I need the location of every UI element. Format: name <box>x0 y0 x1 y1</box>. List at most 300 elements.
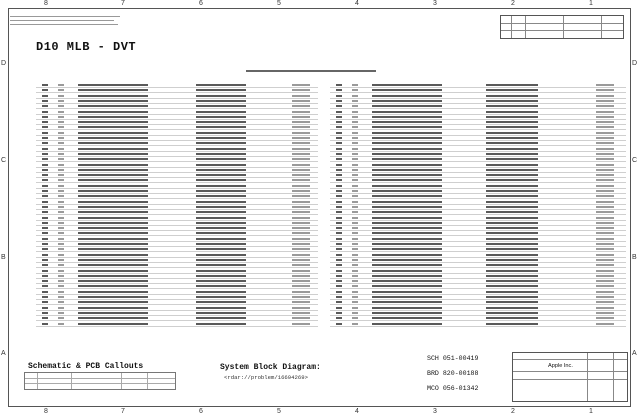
toc-cell-placeholder <box>596 153 614 155</box>
toc-cell-placeholder <box>292 89 310 91</box>
toc-cell-placeholder <box>196 195 246 197</box>
toc-cell-placeholder <box>58 179 64 181</box>
zone-bottom-3: 3 <box>433 408 437 415</box>
zone-bottom-2: 2 <box>511 408 515 415</box>
toc-cell-placeholder <box>596 164 614 166</box>
toc-cell-placeholder <box>292 190 310 192</box>
toc-cell-placeholder <box>336 259 342 261</box>
toc-cell-placeholder <box>486 132 538 134</box>
toc-cell-placeholder <box>336 195 342 197</box>
toc-cell-placeholder <box>352 126 358 128</box>
toc-cell-placeholder <box>336 264 342 266</box>
toc-cell-placeholder <box>42 206 48 208</box>
toc-cell-placeholder <box>596 301 614 303</box>
toc-cell-placeholder <box>596 232 614 234</box>
toc-cell-placeholder <box>78 174 148 176</box>
toc-cell-placeholder <box>78 116 148 118</box>
toc-cell-placeholder <box>336 105 342 107</box>
toc-right <box>330 80 626 342</box>
toc-cell-placeholder <box>336 126 342 128</box>
toc-cell-placeholder <box>78 211 148 213</box>
toc-cell-placeholder <box>372 89 442 91</box>
toc-cell-placeholder <box>42 317 48 319</box>
toc-cell-placeholder <box>78 164 148 166</box>
toc-cell-placeholder <box>42 126 48 128</box>
toc-cell-placeholder <box>78 254 148 256</box>
toc-cell-placeholder <box>336 211 342 213</box>
toc-cell-placeholder <box>58 121 64 123</box>
toc-cell-placeholder <box>336 89 342 91</box>
toc-cell-placeholder <box>42 254 48 256</box>
toc-row-rule <box>36 92 318 93</box>
toc-cell-placeholder <box>372 137 442 139</box>
toc-cell-placeholder <box>352 174 358 176</box>
toc-cell-placeholder <box>352 111 358 113</box>
toc-row-rule <box>330 198 626 199</box>
toc-cell-placeholder <box>196 312 246 314</box>
toc-cell-placeholder <box>78 84 148 86</box>
toc-cell-placeholder <box>196 270 246 272</box>
toc-row-rule <box>330 246 626 247</box>
toc-cell-placeholder <box>292 254 310 256</box>
toc-cell-placeholder <box>78 179 148 181</box>
toc-cell-placeholder <box>372 280 442 282</box>
toc-cell-placeholder <box>292 111 310 113</box>
toc-cell-placeholder <box>352 275 358 277</box>
toc-cell-placeholder <box>78 132 148 134</box>
zone-left-c: C <box>1 157 7 164</box>
toc-cell-placeholder <box>372 206 442 208</box>
toc-cell-placeholder <box>78 301 148 303</box>
toc-cell-placeholder <box>196 211 246 213</box>
toc-cell-placeholder <box>78 323 148 325</box>
toc-cell-placeholder <box>372 243 442 245</box>
toc-row-rule <box>330 230 626 231</box>
toc-cell-placeholder <box>292 264 310 266</box>
toc-cell-placeholder <box>336 291 342 293</box>
toc-row-rule <box>36 108 318 109</box>
toc-row-rule <box>330 167 626 168</box>
toc-cell-placeholder <box>42 238 48 240</box>
toc-cell-placeholder <box>486 195 538 197</box>
toc-cell-placeholder <box>352 211 358 213</box>
toc-cell-placeholder <box>196 174 246 176</box>
toc-cell-placeholder <box>292 275 310 277</box>
toc-cell-placeholder <box>352 179 358 181</box>
toc-cell-placeholder <box>596 217 614 219</box>
toc-cell-placeholder <box>596 158 614 160</box>
toc-row-rule <box>36 214 318 215</box>
toc-cell-placeholder <box>596 323 614 325</box>
toc-cell-placeholder <box>292 179 310 181</box>
toc-cell-placeholder <box>596 285 614 287</box>
toc-cell-placeholder <box>372 116 442 118</box>
toc-cell-placeholder <box>352 121 358 123</box>
toc-cell-placeholder <box>596 259 614 261</box>
toc-cell-placeholder <box>78 317 148 319</box>
toc-cell-placeholder <box>352 169 358 171</box>
toc-cell-placeholder <box>58 174 64 176</box>
toc-cell-placeholder <box>596 111 614 113</box>
toc-cell-placeholder <box>336 174 342 176</box>
toc-row-rule <box>36 235 318 236</box>
toc-row-rule <box>36 167 318 168</box>
toc-row-rule <box>36 193 318 194</box>
toc-cell-placeholder <box>372 111 442 113</box>
toc-cell-placeholder <box>78 264 148 266</box>
toc-cell-placeholder <box>486 142 538 144</box>
toc-cell-placeholder <box>58 312 64 314</box>
toc-cell-placeholder <box>58 132 64 134</box>
toc-cell-placeholder <box>78 105 148 107</box>
toc-cell-placeholder <box>42 285 48 287</box>
toc-row-rule <box>330 235 626 236</box>
toc-cell-placeholder <box>58 264 64 266</box>
toc-cell-placeholder <box>336 148 342 150</box>
frame-right <box>630 8 631 407</box>
toc-row-rule <box>330 251 626 252</box>
toc-cell-placeholder <box>336 100 342 102</box>
toc-cell-placeholder <box>58 142 64 144</box>
toc-cell-placeholder <box>78 95 148 97</box>
toc-cell-placeholder <box>58 190 64 192</box>
toc-cell-placeholder <box>42 259 48 261</box>
toc-cell-placeholder <box>336 158 342 160</box>
toc-cell-placeholder <box>196 227 246 229</box>
toc-cell-placeholder <box>372 105 442 107</box>
toc-cell-placeholder <box>352 217 358 219</box>
toc-cell-placeholder <box>292 248 310 250</box>
toc-cell-placeholder <box>196 142 246 144</box>
toc-cell-placeholder <box>196 164 246 166</box>
toc-row-rule <box>36 225 318 226</box>
toc-cell-placeholder <box>486 164 538 166</box>
toc-cell-placeholder <box>486 89 538 91</box>
toc-cell-placeholder <box>486 254 538 256</box>
toc-cell-placeholder <box>196 238 246 240</box>
toc-cell-placeholder <box>42 307 48 309</box>
toc-cell-placeholder <box>292 126 310 128</box>
toc-row-rule <box>330 145 626 146</box>
toc-cell-placeholder <box>78 222 148 224</box>
toc-cell-placeholder <box>196 116 246 118</box>
toc-cell-placeholder <box>372 195 442 197</box>
toc-cell-placeholder <box>372 153 442 155</box>
toc-cell-placeholder <box>58 111 64 113</box>
toc-cell-placeholder <box>42 100 48 102</box>
toc-cell-placeholder <box>196 105 246 107</box>
toc-cell-placeholder <box>78 227 148 229</box>
toc-row-rule <box>330 98 626 99</box>
toc-cell-placeholder <box>336 222 342 224</box>
toc-cell-placeholder <box>196 158 246 160</box>
system-block-diagram-link[interactable]: <rdar://problem/16694269> <box>224 374 308 381</box>
toc-cell-placeholder <box>486 259 538 261</box>
toc-cell-placeholder <box>352 137 358 139</box>
toc-row-rule <box>36 177 318 178</box>
toc-cell-placeholder <box>596 190 614 192</box>
toc-cell-placeholder <box>292 232 310 234</box>
toc-cell-placeholder <box>196 148 246 150</box>
toc-row-rule <box>36 129 318 130</box>
toc-cell-placeholder <box>372 201 442 203</box>
toc-cell-placeholder <box>42 111 48 113</box>
toc-cell-placeholder <box>42 227 48 229</box>
toc-cell-placeholder <box>336 323 342 325</box>
toc-cell-placeholder <box>58 164 64 166</box>
toc-cell-placeholder <box>196 317 246 319</box>
toc-row-rule <box>330 225 626 226</box>
toc-cell-placeholder <box>486 206 538 208</box>
toc-cell-placeholder <box>336 201 342 203</box>
toc-row-rule <box>36 135 318 136</box>
toc-row-rule <box>36 140 318 141</box>
toc-row-rule <box>330 241 626 242</box>
toc-cell-placeholder <box>78 291 148 293</box>
toc-cell-placeholder <box>486 285 538 287</box>
toc-cell-placeholder <box>196 190 246 192</box>
toc-cell-placeholder <box>352 296 358 298</box>
toc-row-rule <box>330 188 626 189</box>
toc-row-rule <box>36 151 318 152</box>
toc-row-rule <box>330 267 626 268</box>
toc-cell-placeholder <box>596 185 614 187</box>
toc-cell-placeholder <box>42 132 48 134</box>
toc-row-rule <box>330 209 626 210</box>
toc-cell-placeholder <box>58 126 64 128</box>
toc-row-rule <box>36 188 318 189</box>
toc-cell-placeholder <box>596 275 614 277</box>
toc-cell-placeholder <box>58 296 64 298</box>
toc-row-rule <box>330 161 626 162</box>
zone-left-d: D <box>1 60 7 67</box>
toc-row-rule <box>330 124 626 125</box>
toc-cell-placeholder <box>78 206 148 208</box>
toc-cell-placeholder <box>196 232 246 234</box>
toc-cell-placeholder <box>596 201 614 203</box>
toc-cell-placeholder <box>78 232 148 234</box>
part-number-sch: SCH 051-00419 <box>427 355 479 362</box>
toc-row-rule <box>36 283 318 284</box>
toc-cell-placeholder <box>196 296 246 298</box>
toc-cell-placeholder <box>292 195 310 197</box>
toc-row-rule <box>36 220 318 221</box>
toc-cell-placeholder <box>42 217 48 219</box>
toc-cell-placeholder <box>196 264 246 266</box>
zone-bottom-5: 5 <box>277 408 281 415</box>
toc-row-rule <box>36 320 318 321</box>
toc-cell-placeholder <box>372 301 442 303</box>
toc-row-rule <box>330 315 626 316</box>
toc-cell-placeholder <box>292 323 310 325</box>
toc-cell-placeholder <box>196 89 246 91</box>
toc-row-rule <box>330 273 626 274</box>
toc-cell-placeholder <box>336 285 342 287</box>
toc-cell-placeholder <box>292 238 310 240</box>
toc-cell-placeholder <box>336 169 342 171</box>
toc-cell-placeholder <box>42 264 48 266</box>
toc-row-rule <box>36 257 318 258</box>
toc-cell-placeholder <box>292 211 310 213</box>
toc-cell-placeholder <box>336 254 342 256</box>
toc-cell-placeholder <box>42 296 48 298</box>
toc-cell-placeholder <box>78 169 148 171</box>
toc-cell-placeholder <box>78 158 148 160</box>
toc-cell-placeholder <box>596 121 614 123</box>
toc-cell-placeholder <box>196 121 246 123</box>
toc-cell-placeholder <box>372 185 442 187</box>
toc-row-rule <box>330 114 626 115</box>
toc-cell-placeholder <box>292 285 310 287</box>
toc-cell-placeholder <box>596 169 614 171</box>
toc-row-rule <box>330 182 626 183</box>
toc-cell-placeholder <box>42 105 48 107</box>
toc-cell-placeholder <box>336 248 342 250</box>
toc-cell-placeholder <box>196 111 246 113</box>
toc-cell-placeholder <box>78 153 148 155</box>
toc-cell-placeholder <box>58 206 64 208</box>
toc-cell-placeholder <box>196 126 246 128</box>
toc-row-rule <box>330 151 626 152</box>
toc-left <box>36 80 318 342</box>
zone-top-6: 6 <box>199 0 203 7</box>
toc-cell-placeholder <box>292 280 310 282</box>
toc-row-rule <box>36 251 318 252</box>
toc-cell-placeholder <box>372 211 442 213</box>
toc-row-rule <box>36 198 318 199</box>
toc-cell-placeholder <box>58 248 64 250</box>
toc-cell-placeholder <box>336 111 342 113</box>
toc-cell-placeholder <box>336 95 342 97</box>
toc-cell-placeholder <box>486 270 538 272</box>
toc-cell-placeholder <box>196 307 246 309</box>
toc-cell-placeholder <box>372 248 442 250</box>
toc-cell-placeholder <box>196 185 246 187</box>
toc-cell-placeholder <box>292 259 310 261</box>
toc-cell-placeholder <box>486 126 538 128</box>
toc-cell-placeholder <box>42 142 48 144</box>
toc-cell-placeholder <box>372 95 442 97</box>
toc-row-rule <box>36 182 318 183</box>
toc-cell-placeholder <box>486 116 538 118</box>
toc-cell-placeholder <box>352 238 358 240</box>
toc-row-rule <box>36 161 318 162</box>
toc-cell-placeholder <box>78 89 148 91</box>
toc-cell-placeholder <box>596 179 614 181</box>
frame-top <box>8 8 630 9</box>
page-title: D10 MLB - DVT <box>36 40 137 54</box>
toc-cell-placeholder <box>58 217 64 219</box>
toc-row-rule <box>330 204 626 205</box>
toc-cell-placeholder <box>372 291 442 293</box>
toc-cell-placeholder <box>596 211 614 213</box>
toc-cell-placeholder <box>58 89 64 91</box>
zone-bottom-1: 1 <box>589 408 593 415</box>
toc-cell-placeholder <box>196 137 246 139</box>
zone-top-5: 5 <box>277 0 281 7</box>
toc-cell-placeholder <box>486 100 538 102</box>
toc-cell-placeholder <box>596 100 614 102</box>
toc-cell-placeholder <box>596 312 614 314</box>
toc-cell-placeholder <box>42 201 48 203</box>
toc-cell-placeholder <box>352 317 358 319</box>
toc-row-rule <box>36 310 318 311</box>
toc-row-rule <box>36 315 318 316</box>
toc-cell-placeholder <box>58 275 64 277</box>
toc-row-rule <box>36 246 318 247</box>
toc-cell-placeholder <box>352 323 358 325</box>
toc-cell-placeholder <box>596 206 614 208</box>
toc-cell-placeholder <box>596 174 614 176</box>
toc-cell-placeholder <box>372 227 442 229</box>
toc-cell-placeholder <box>372 296 442 298</box>
toc-row-rule <box>36 230 318 231</box>
toc-cell-placeholder <box>372 126 442 128</box>
toc-cell-placeholder <box>336 317 342 319</box>
toc-cell-placeholder <box>486 312 538 314</box>
toc-cell-placeholder <box>596 296 614 298</box>
toc-cell-placeholder <box>292 307 310 309</box>
toc-cell-placeholder <box>42 248 48 250</box>
toc-cell-placeholder <box>336 190 342 192</box>
toc-cell-placeholder <box>196 100 246 102</box>
company-name: Apple Inc. <box>548 363 573 369</box>
toc-cell-placeholder <box>352 280 358 282</box>
toc-cell-placeholder <box>596 270 614 272</box>
toc-row-rule <box>36 294 318 295</box>
toc-cell-placeholder <box>372 307 442 309</box>
toc-cell-placeholder <box>352 232 358 234</box>
toc-row-rule <box>330 257 626 258</box>
toc-cell-placeholder <box>352 89 358 91</box>
toc-cell-placeholder <box>372 275 442 277</box>
toc-cell-placeholder <box>78 126 148 128</box>
toc-cell-placeholder <box>486 291 538 293</box>
toc-row-rule <box>330 177 626 178</box>
toc-cell-placeholder <box>58 211 64 213</box>
toc-row-rule <box>330 310 626 311</box>
toc-cell-placeholder <box>352 195 358 197</box>
toc-cell-placeholder <box>196 179 246 181</box>
toc-cell-placeholder <box>352 227 358 229</box>
toc-cell-placeholder <box>196 84 246 86</box>
toc-row-rule <box>36 299 318 300</box>
toc-row-rule <box>330 87 626 88</box>
toc-cell-placeholder <box>336 232 342 234</box>
toc-cell-placeholder <box>352 248 358 250</box>
toc-cell-placeholder <box>58 254 64 256</box>
toc-cell-placeholder <box>596 126 614 128</box>
toc-row-rule <box>36 156 318 157</box>
toc-cell-placeholder <box>78 280 148 282</box>
toc-cell-placeholder <box>292 142 310 144</box>
toc-cell-placeholder <box>352 95 358 97</box>
toc-cell-placeholder <box>42 185 48 187</box>
toc-cell-placeholder <box>78 100 148 102</box>
toc-cell-placeholder <box>196 222 246 224</box>
toc-cell-placeholder <box>292 296 310 298</box>
toc-cell-placeholder <box>596 195 614 197</box>
toc-cell-placeholder <box>486 190 538 192</box>
toc-cell-placeholder <box>42 312 48 314</box>
toc-cell-placeholder <box>78 296 148 298</box>
zone-top-2: 2 <box>511 0 515 7</box>
toc-cell-placeholder <box>372 254 442 256</box>
last-modification-line <box>246 70 376 72</box>
toc-cell-placeholder <box>336 153 342 155</box>
toc-cell-placeholder <box>196 285 246 287</box>
toc-row-rule <box>36 273 318 274</box>
